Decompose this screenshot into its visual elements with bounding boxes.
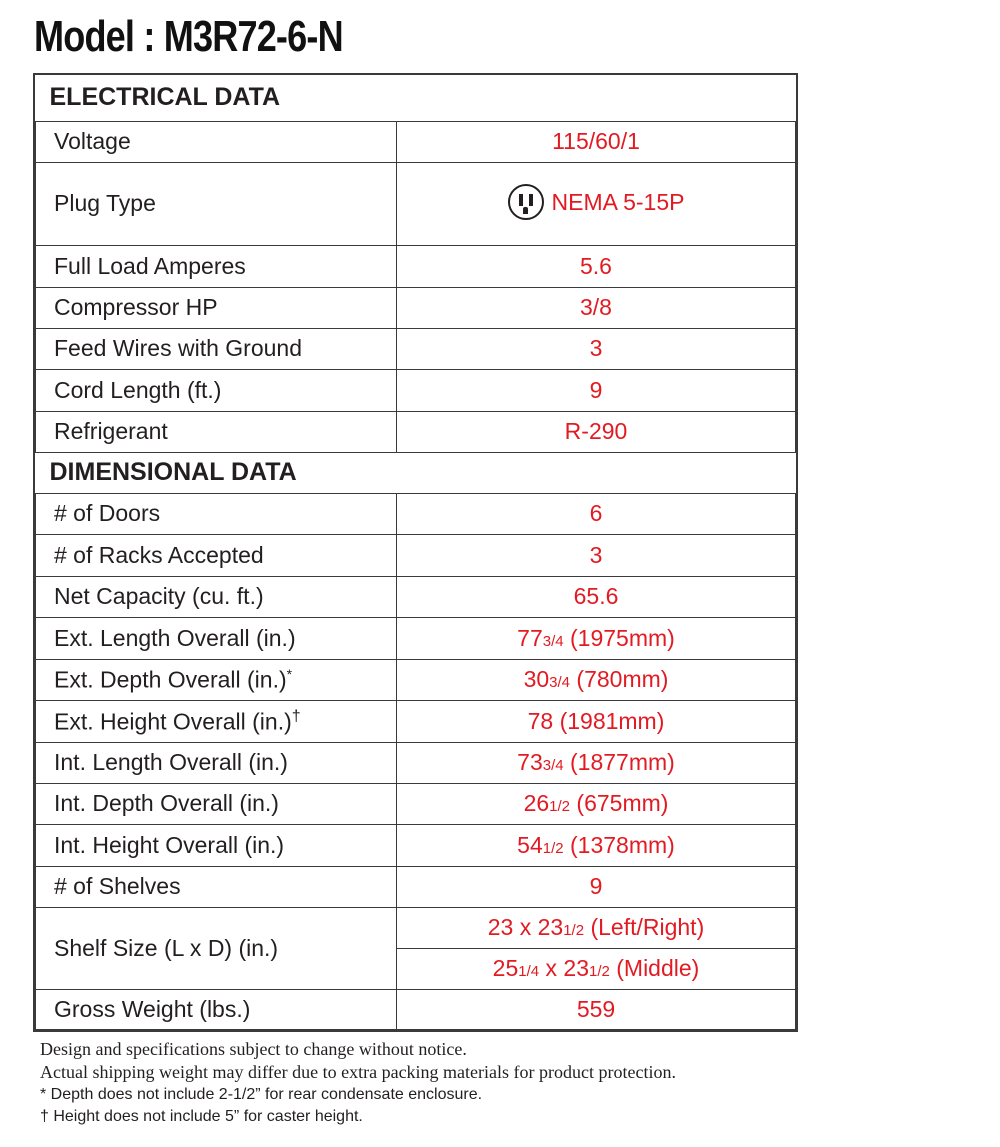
row-label: Full Load Amperes [36, 245, 397, 287]
row-label: Feed Wires with Ground [36, 328, 397, 369]
value-fraction: 1/2 [563, 922, 585, 939]
row-value: 65.6 [397, 576, 796, 617]
footnote-mark: † [291, 707, 301, 725]
section-header-dimensional [36, 452, 796, 493]
table-row [36, 576, 796, 617]
row-value: 5.6 [397, 245, 796, 287]
row-value [397, 783, 796, 824]
row-label: Cord Length (ft.) [36, 369, 397, 411]
row-value: 3/8 [397, 287, 796, 328]
value-metric: (1877mm) [563, 749, 675, 775]
row-label: Gross Weight (lbs.) [36, 989, 397, 1029]
row-label: # of Shelves [36, 866, 397, 907]
value-fraction: 1/2 [542, 839, 564, 857]
value-fraction: 1/2 [549, 798, 571, 815]
value-metric: (1378mm) [563, 831, 675, 858]
row-value [397, 742, 796, 783]
section-heading: ELECTRICAL DATA [36, 75, 796, 121]
table-row [36, 493, 796, 534]
table-row [36, 742, 796, 783]
value-fraction: 3/4 [549, 674, 571, 691]
section-heading: DIMENSIONAL DATA [36, 452, 796, 493]
footnotes [40, 1038, 800, 1128]
row-value [397, 617, 796, 659]
footnote-mark: * [286, 666, 293, 683]
section-header-electrical [36, 75, 796, 121]
value-fraction: 3/4 [542, 632, 564, 650]
row-label: Refrigerant [36, 411, 397, 452]
row-value: 9 [397, 866, 796, 907]
table-row [36, 245, 796, 287]
spec-sheet [33, 73, 798, 1032]
value-whole: 23 x 23 [487, 914, 564, 940]
row-value: 6 [397, 493, 796, 534]
footnote: Actual shipping weight may differ due to extra packing materials for product protection. [40, 1062, 676, 1082]
table-row [36, 700, 796, 742]
table-row [36, 989, 796, 1029]
footnote: Design and specifications subject to change without notice. [40, 1039, 467, 1059]
value-whole: 73 [517, 749, 543, 775]
footnote: * Depth does not include 2-1/2” for rear condensate enclosure. [40, 1086, 483, 1103]
row-label [36, 659, 397, 700]
row-label: Int. Height Overall (in.) [36, 824, 397, 866]
table-row [36, 783, 796, 824]
page-title: Model : M3R72-6-N [34, 12, 343, 61]
footnote: † Height does not include 5” for caster height. [40, 1108, 363, 1125]
table-row [36, 824, 796, 866]
row-label: # of Racks Accepted [36, 534, 397, 576]
table-row [36, 411, 796, 452]
value-whole: 77 [517, 624, 543, 651]
table-row [36, 369, 796, 411]
value-whole: 26 [523, 790, 550, 816]
value-fraction: 3/4 [542, 757, 564, 774]
table-row [36, 907, 796, 948]
row-value [397, 907, 796, 948]
row-value: 3 [397, 328, 796, 369]
label-text: Ext. Height Overall (in.) [54, 708, 292, 735]
row-value: 9 [397, 369, 796, 411]
spec-table [35, 75, 796, 1030]
table-row [36, 534, 796, 576]
row-label: Int. Length Overall (in.) [36, 742, 397, 783]
row-value [397, 824, 796, 866]
value-metric: (1975mm) [563, 624, 675, 651]
row-value [397, 948, 796, 989]
row-label: Ext. Length Overall (in.) [36, 617, 397, 659]
row-label [36, 700, 397, 742]
row-label: Int. Depth Overall (in.) [36, 783, 397, 824]
row-value [397, 700, 796, 742]
table-row [36, 287, 796, 328]
value-note: (Left/Right) [584, 914, 705, 940]
table-row [36, 866, 796, 907]
value-fraction: 1/2 [589, 963, 610, 980]
value-whole: 78 [527, 707, 554, 734]
table-row [36, 328, 796, 369]
row-label: Voltage [36, 121, 397, 162]
row-value: R-290 [397, 411, 796, 452]
row-label: Net Capacity (cu. ft.) [36, 576, 397, 617]
label-text: Ext. Depth Overall (in.) [54, 666, 287, 693]
table-row [36, 121, 796, 162]
table-row [36, 659, 796, 700]
table-row [36, 617, 796, 659]
row-label: Compressor HP [36, 287, 397, 328]
row-value: 559 [397, 989, 796, 1029]
row-value: 3 [397, 534, 796, 576]
row-label: Plug Type [36, 162, 397, 245]
row-value: 115/60/1 [397, 121, 796, 162]
value-whole: 54 [517, 831, 543, 858]
row-value [397, 162, 796, 245]
value-metric: (675mm) [570, 790, 669, 816]
row-label: Shelf Size (L x D) (in.) [36, 907, 397, 989]
nema-plug-icon [508, 184, 544, 220]
plug-type-text: NEMA 5-15P [551, 188, 685, 215]
value-metric: (780mm) [570, 666, 669, 692]
value-note: (Middle) [609, 955, 700, 981]
table-row [36, 162, 796, 245]
row-label: # of Doors [36, 493, 397, 534]
value-whole: x 23 [539, 955, 589, 981]
row-value [397, 659, 796, 700]
value-fraction: 1/4 [518, 963, 540, 980]
value-whole: 25 [492, 955, 519, 981]
value-metric: (1981mm) [553, 707, 665, 734]
value-whole: 30 [523, 666, 550, 692]
